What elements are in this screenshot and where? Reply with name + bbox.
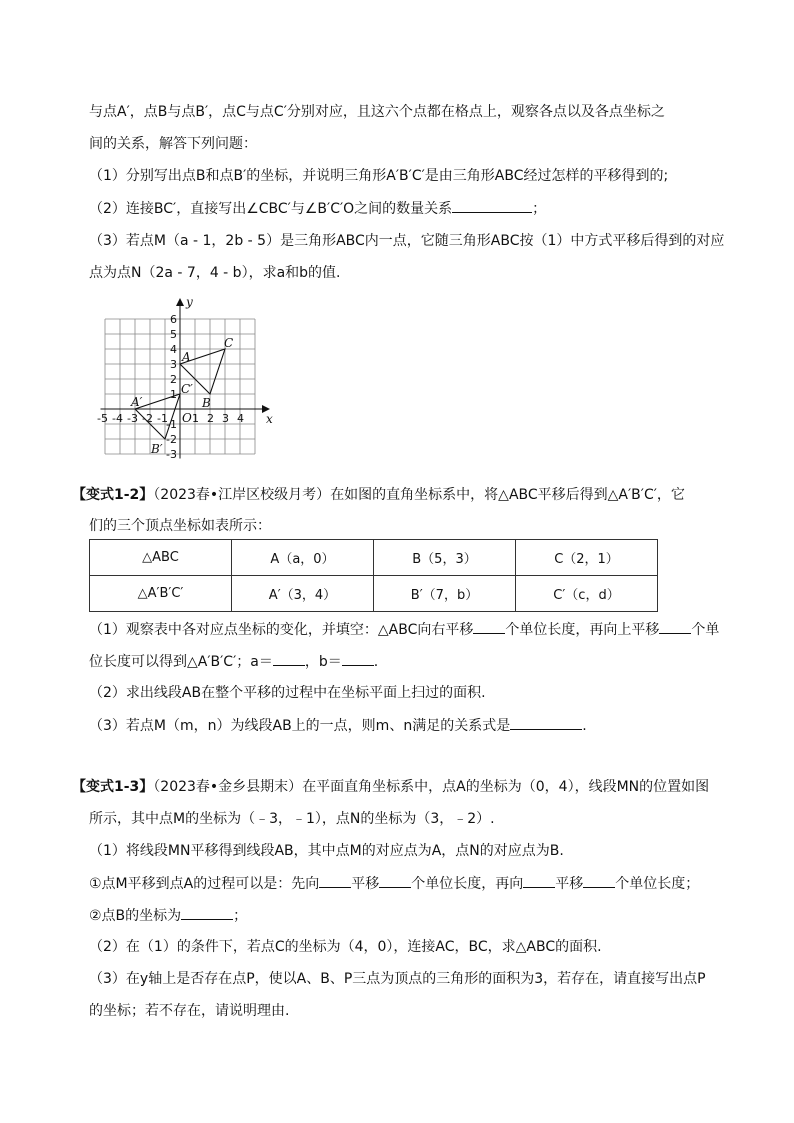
variant-1-3-step-1 xyxy=(89,873,699,894)
point-label: A′ xyxy=(131,395,143,409)
answer-blank[interactable] xyxy=(379,873,411,888)
table-cell: △A′B′C′ xyxy=(90,576,232,612)
variant-1-3-line-1 xyxy=(72,777,709,797)
q1-line2-b: ，b＝ xyxy=(304,654,342,670)
table-cell: A′（3，4） xyxy=(232,576,374,612)
x-tick-label: -3 xyxy=(127,412,138,425)
variant-1-3-q2: （2）在（1）的条件下，若点C的坐标为（4，0），连接AC，BC，求△ABC的面积. xyxy=(89,939,602,955)
table-cell: C（2，1） xyxy=(516,540,658,576)
answer-blank[interactable] xyxy=(510,715,582,730)
variant-1-3-line-2: 所示，其中点M的坐标为（﹣3，﹣1），点N的坐标为（3，﹣2）. xyxy=(89,811,495,827)
variant-1-2-tag: 【变式1-2】 xyxy=(72,487,154,503)
intro-line-1: 与点A′，点B与点B′，点C与点C′分别对应，且这六个点都在格点上，观察各点以及各点坐标之 xyxy=(89,104,665,120)
answer-blank[interactable] xyxy=(452,198,532,213)
variant-1-3-tag: 【变式1-3】 xyxy=(72,779,154,795)
x-tick-label: -1 xyxy=(157,412,168,425)
question-3-line-2: 点为点N（2a - 7，4 - b），求a和b的值. xyxy=(89,265,341,281)
step2-b: ； xyxy=(233,908,248,924)
coordinate-figure xyxy=(90,292,280,474)
variant-1-2-source: （2023春•江岸区校级月考） xyxy=(153,487,331,503)
answer-blank[interactable] xyxy=(319,873,351,888)
y-tick-label: 4 xyxy=(170,343,177,356)
y-tick-label: -1 xyxy=(166,418,177,431)
q3-text: （3）若点M（m，n）为线段AB上的一点，则m、n满足的关系式是 xyxy=(89,718,511,734)
variant-1-3-q3-line-1: （3）在y轴上是否存在点P，使以A、B、P三点为顶点的三角形的面积为3，若存在，请直接写出点P xyxy=(89,971,706,987)
point-label: A xyxy=(182,350,191,364)
step1-a: ①点M平移到点A的过程可以是：先向 xyxy=(89,876,320,892)
question-1: （1）分别写出点B和点B′的坐标，并说明三角形A′B′C′是由三角形ABC经过怎样的平移得到的; xyxy=(89,168,669,184)
x-tick-label: -4 xyxy=(112,412,123,425)
point-labels xyxy=(130,336,233,456)
y-tick-label: 3 xyxy=(170,358,177,371)
point-label: C xyxy=(224,336,234,350)
intro-line-2: 间的关系，解答下列问题： xyxy=(89,136,257,152)
x-tick-label: 4 xyxy=(237,412,244,425)
y-tick-label: 5 xyxy=(170,328,177,341)
answer-blank[interactable] xyxy=(659,619,691,634)
y-tick-label: -2 xyxy=(166,433,177,446)
answer-blank[interactable] xyxy=(523,873,555,888)
variant-1-2-q1-line-2 xyxy=(89,651,378,672)
q1-text-b: 个单位长度，再向上平移 xyxy=(505,622,660,638)
y-tick-label: 1 xyxy=(170,388,177,401)
variant-1-2-q2: （2）求出线段AB在整个平移的过程中在坐标平面上扫过的面积. xyxy=(89,685,486,701)
table-cell: A（a，0） xyxy=(232,540,374,576)
variant-1-3-step-2 xyxy=(89,905,247,926)
question-2-text: （2）连接BC′，直接写出∠CBC′与∠B′C′O之间的数量关系 xyxy=(89,201,453,217)
table-cell: B′（7，b） xyxy=(374,576,516,612)
q3-suffix: . xyxy=(582,718,587,734)
x-tick-label: 2 xyxy=(207,412,214,425)
x-tick-label: 3 xyxy=(222,412,229,425)
variant-1-3-text: 在平面直角坐标系中，点A的坐标为（0，4），线段MN的位置如图 xyxy=(302,779,710,795)
question-3-line-1: （3）若点M（a - 1，2b - 5）是三角形ABC内一点，它随三角形ABC按（1）中方式平移后得到的对应 xyxy=(89,233,725,249)
x-tick-label: -2 xyxy=(142,412,153,425)
q1-line2-c: . xyxy=(373,654,379,670)
variant-1-3-q3-line-2: 的坐标；若不存在，请说明理由. xyxy=(89,1003,290,1019)
variant-1-2-line-2: 们的三个顶点坐标如表所示： xyxy=(89,518,271,534)
y-axis-arrow xyxy=(176,298,184,306)
variant-1-3-q1: （1）将线段MN平移得到线段AB，其中点M的对应点为A，点N的对应点为B. xyxy=(89,843,564,859)
step1-d: 平移 xyxy=(555,876,584,892)
step1-c: 个单位长度，再向 xyxy=(411,876,524,892)
table-cell: C′（c，d） xyxy=(516,576,658,612)
y-tick-label: 2 xyxy=(170,373,177,386)
answer-blank[interactable] xyxy=(181,905,233,920)
answer-blank[interactable] xyxy=(583,873,615,888)
coordinate-table xyxy=(89,539,658,612)
point-label: C′ xyxy=(181,382,193,396)
variant-1-2-q1-line-1 xyxy=(89,619,719,640)
point-label: B xyxy=(202,396,211,410)
x-tick-label: 1 xyxy=(192,412,199,425)
q1-line2-a: 位长度可以得到△A′B′C′；a＝ xyxy=(89,654,273,670)
variant-1-2-text: 在如图的直角坐标系中，将△ABC平移后得到△A′B′C′，它 xyxy=(330,487,685,503)
y-axis-label: y xyxy=(186,295,193,309)
variant-1-3-source: （2023春•金乡县期末） xyxy=(153,779,303,795)
step1-b: 平移 xyxy=(351,876,380,892)
variant-1-2-q3 xyxy=(89,715,587,736)
answer-blank[interactable] xyxy=(273,651,305,666)
point-label: B′ xyxy=(151,442,163,456)
question-2-suffix: ； xyxy=(532,201,547,217)
table-cell: △ABC xyxy=(90,540,232,576)
axes xyxy=(101,295,274,459)
step2-a: ②点B的坐标为 xyxy=(89,908,182,924)
table-row xyxy=(90,576,658,612)
x-axis-label: x xyxy=(266,412,273,426)
step1-e: 个单位长度； xyxy=(615,876,700,892)
question-2 xyxy=(89,198,546,219)
q1-text-a: （1）观察表中各对应点坐标的变化，并填空：△ABC向右平移 xyxy=(89,622,474,638)
q1-text-c: 个单 xyxy=(691,622,720,638)
y-tick-label: 6 xyxy=(170,313,177,326)
answer-blank[interactable] xyxy=(342,651,374,666)
y-tick-label: -3 xyxy=(166,448,177,461)
table-cell: B（5，3） xyxy=(374,540,516,576)
x-tick-label: -5 xyxy=(97,412,108,425)
variant-1-2-line-1 xyxy=(72,485,685,505)
answer-blank[interactable] xyxy=(473,619,505,634)
origin-label: O xyxy=(182,411,192,425)
table-row xyxy=(90,540,658,576)
